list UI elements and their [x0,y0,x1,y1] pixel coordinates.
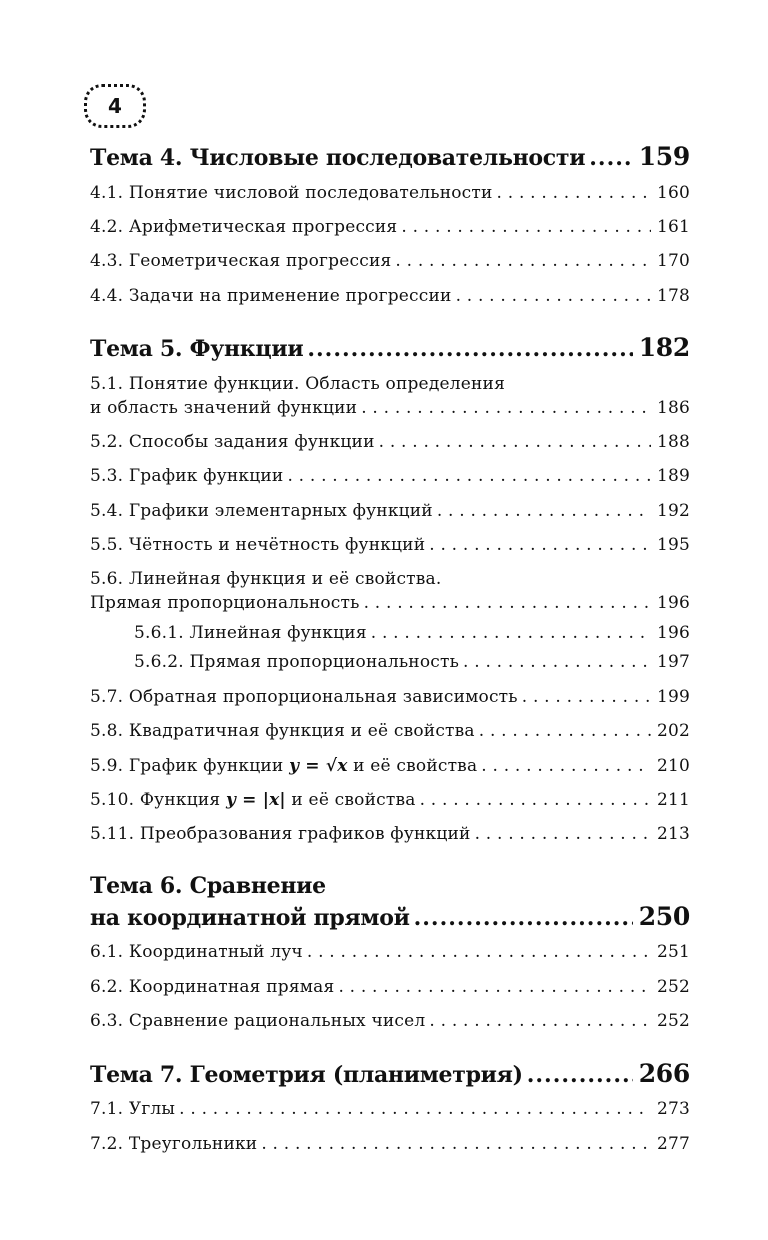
toc-page: 160 [656,183,690,203]
toc-item-5-3[interactable] [90,466,690,486]
toc-page: 178 [656,286,690,306]
toc-label: 5.3. График функции [90,466,284,486]
toc-label: 5.8. Квадратичная функция и её свойства [90,721,475,741]
toc-topic-label-line1: Тема 6. Сравнение [90,873,326,899]
toc-page: 192 [656,501,690,521]
toc-item-5-4[interactable] [90,501,690,521]
toc-label: 5.6.1. Линейная функция [134,623,367,643]
dot-leader [479,721,651,741]
toc-topic-7[interactable] [90,1059,690,1088]
toc-item-6-1[interactable] [90,942,690,962]
toc-topic-4[interactable] [90,142,690,171]
toc-item-6-3[interactable] [90,1011,690,1031]
toc-label: 5.11. Преобразования графиков функций [90,824,471,844]
dot-leader [179,1099,651,1119]
toc-label: 4.2. Арифметическая прогрессия [90,217,398,237]
toc-label: Тема 4. Числовые последовательности [90,145,586,171]
formula: y = |x| [225,790,286,810]
toc-page: 211 [656,790,690,810]
dot-leader [395,251,651,271]
toc-item-5-9[interactable] [90,756,690,776]
toc-label: и область значений функции [90,398,358,418]
toc-label [90,756,477,776]
toc-label: 7.1. Углы [90,1099,176,1119]
toc-item-5-6-1[interactable] [134,623,690,643]
toc-page: 252 [656,977,690,997]
toc-page: 196 [656,593,690,613]
toc-label-text: 5.10. Функция [90,790,221,810]
dot-leader [481,756,651,776]
toc-item-5-1[interactable] [90,398,690,418]
toc-page: 202 [656,721,690,741]
dot-leader [437,501,651,521]
toc-item-5-8[interactable] [90,721,690,741]
dot-leader [338,977,651,997]
dot-leader [307,336,632,362]
dot-leader [527,1062,633,1088]
toc-label: 5.2. Способы задания функции [90,432,375,452]
toc-label: 4.1. Понятие числовой последовательности [90,183,493,203]
dot-leader [261,1134,651,1154]
toc-label-text: 5.9. График функции [90,756,284,776]
dot-leader [371,623,651,643]
toc-label: 4.3. Геометрическая прогрессия [90,251,392,271]
toc-topic-6[interactable] [90,902,690,931]
toc-page: 188 [656,432,690,452]
page-number-badge: 4 [84,84,146,128]
toc-page: 197 [656,652,690,672]
dot-leader [429,535,651,555]
toc-label: на координатной прямой [90,905,410,931]
toc-page: 189 [656,466,690,486]
toc-label: Прямая пропорциональность [90,593,360,613]
toc-topic-5[interactable] [90,333,690,362]
dot-leader [414,905,633,931]
dot-leader [429,1011,651,1031]
toc-label: 6.3. Сравнение рациональных чисел [90,1011,426,1031]
dot-leader [364,593,651,613]
toc-page: 266 [638,1059,690,1088]
toc-label-text: и её свойства [353,756,478,776]
toc-label-line1: 5.6. Линейная функция и её свойства. [90,569,442,589]
toc-item-7-1[interactable] [90,1099,690,1119]
dot-leader [475,824,651,844]
dot-leader [307,942,651,962]
toc-page: 159 [638,142,690,171]
dot-leader [497,183,651,203]
toc-item-5-6[interactable] [90,593,690,613]
toc-label: 5.4. Графики элементарных функций [90,501,433,521]
toc-page: 161 [656,217,690,237]
toc-item-5-11[interactable] [90,824,690,844]
toc-label-text: и её свойства [291,790,416,810]
toc-item-6-2[interactable] [90,977,690,997]
toc-item-4-4[interactable] [90,286,690,306]
toc-label: Тема 7. Геометрия (планиметрия) [90,1062,523,1088]
toc-label: 7.2. Треугольники [90,1134,258,1154]
toc-item-4-2[interactable] [90,217,690,237]
toc-page: 199 [656,687,690,707]
toc-page: 251 [656,942,690,962]
toc-label [90,790,416,810]
dot-leader [401,217,651,237]
dot-leader [287,466,650,486]
toc-label: 6.1. Координатный луч [90,942,303,962]
toc-label: 5.6.2. Прямая пропорциональность [134,652,460,672]
dot-leader [420,790,651,810]
toc-label: 4.4. Задачи на применение прогрессии [90,286,452,306]
dot-leader [463,652,651,672]
toc-page: 182 [638,333,690,362]
toc-item-5-7[interactable] [90,687,690,707]
toc-item-7-2[interactable] [90,1134,690,1154]
toc-page: 195 [656,535,690,555]
toc-item-5-6-2[interactable] [134,652,690,672]
toc-item-5-5[interactable] [90,535,690,555]
dot-leader [456,286,651,306]
dot-leader [379,432,651,452]
toc-item-4-1[interactable] [90,183,690,203]
toc-label: Тема 5. Функции [90,336,304,362]
toc-item-4-3[interactable] [90,251,690,271]
dot-leader [589,145,632,171]
toc-page: 170 [656,251,690,271]
toc-page: 196 [656,623,690,643]
dot-leader [522,687,651,707]
toc-label: 6.2. Координатная прямая [90,977,335,997]
toc-page: 273 [656,1099,690,1119]
toc-page: 250 [638,902,690,931]
formula: y = √x [289,756,348,776]
toc-page: 277 [656,1134,690,1154]
dot-leader [361,398,651,418]
toc-label-line1: 5.1. Понятие функции. Область определения [90,374,505,394]
toc-page: 252 [656,1011,690,1031]
toc-page: 213 [656,824,690,844]
toc-page: 210 [656,756,690,776]
toc-item-5-10[interactable] [90,790,690,810]
toc-label: 5.5. Чётность и нечётность функций [90,535,426,555]
toc-item-5-2[interactable] [90,432,690,452]
toc-page: 186 [656,398,690,418]
toc-label: 5.7. Обратная пропорциональная зависимость [90,687,518,707]
